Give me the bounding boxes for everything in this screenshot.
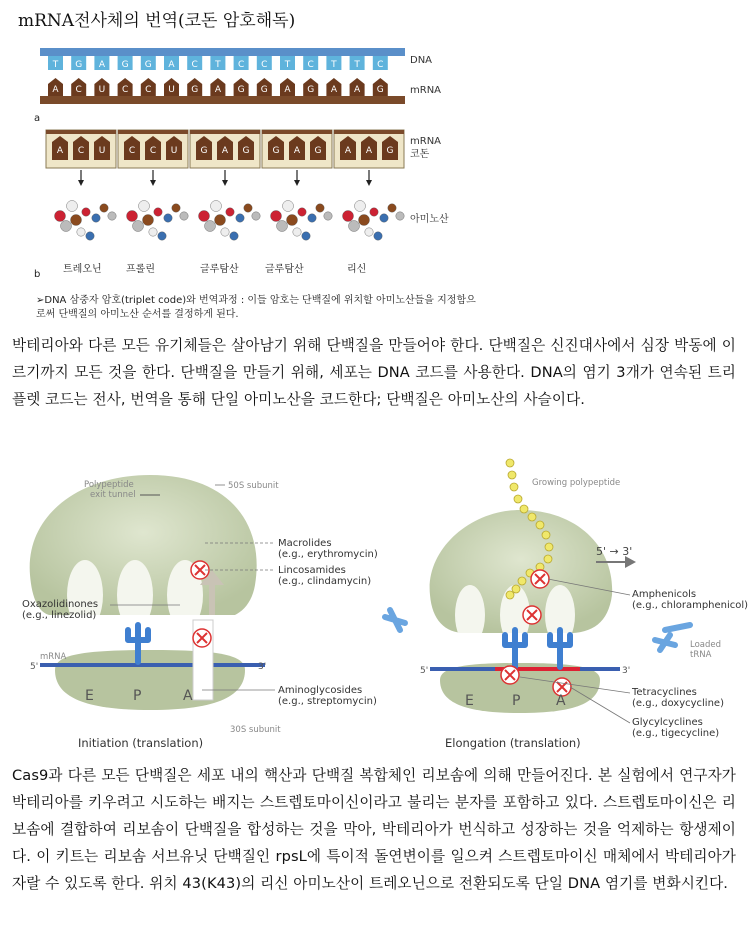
atom-4-3 (349, 221, 360, 232)
mrna-base-letter-8: G (237, 85, 245, 95)
codon-base-letter-3: C (128, 146, 136, 156)
codon-base-letter-6: G (200, 146, 208, 156)
mrna-base-letter-6: G (191, 85, 199, 95)
polypeptide-bead-14 (506, 591, 514, 599)
inhibitor-mark-aminoglycoside (193, 629, 211, 647)
atom-4-7 (374, 232, 382, 240)
inhibitor-mark-amphenicol (531, 570, 549, 588)
dna-base-letter-9: C (261, 60, 268, 70)
dna-base-letter-2: A (98, 60, 105, 70)
atom-3-3 (277, 221, 288, 232)
atom-3-8 (324, 212, 332, 220)
tetracyclines-label: Tetracyclines (632, 687, 697, 698)
mrna-base-letter-1: C (75, 85, 82, 95)
atom-4-4 (365, 228, 373, 236)
codon-base-letter-10: A (293, 146, 301, 156)
atom-4-1 (370, 208, 378, 216)
site-e-label-initiation: E (85, 688, 94, 704)
amphenicols-example: (e.g., chloramphenicol) (632, 600, 749, 611)
dna-base-letter-12: T (331, 60, 337, 70)
atom-4-8 (396, 212, 404, 220)
figure-caption: ➢DNA 삼중자 암호(triplet code)와 번역과정 : 이들 암호는 단백질에 위치할 아미노산들을 지정함으로써 단백질의 아미노산 순서를 결정하게 된다. (36, 295, 476, 320)
macrolides-label: Macrolides (278, 538, 332, 549)
polypeptide-bead-0 (506, 459, 514, 467)
amino-acid-name-3: 글루탐산 (200, 264, 239, 275)
mrna-strand (40, 78, 405, 104)
atom-3-4 (293, 228, 301, 236)
subunit-30s-label: 30S subunit (230, 725, 281, 735)
polypeptide-bead-1 (508, 471, 516, 479)
aminoglycosides-example: (e.g., streptomycin) (278, 696, 377, 707)
dna-base-letter-5: A (168, 60, 175, 70)
atom-1-3 (133, 221, 144, 232)
atom-3-9 (283, 201, 294, 212)
codon-base-letter-14: G (386, 146, 394, 156)
codon-base-letter-11: G (314, 146, 322, 156)
atom-2-7 (230, 232, 238, 240)
atom-2-8 (252, 212, 260, 220)
initiation-caption: Initiation (translation) (78, 736, 204, 750)
polypeptide-bead-7 (542, 531, 550, 539)
dna-base-letter-4: G (144, 60, 152, 70)
atom-0-4 (77, 228, 85, 236)
atom-1-0 (143, 215, 154, 226)
atom-1-1 (154, 208, 162, 216)
inhibitor-mark-ptc (523, 606, 541, 624)
atom-3-6 (271, 211, 282, 222)
mrna-base-letter-9: G (260, 85, 268, 95)
mrna-label-fig2: mRNA (40, 652, 67, 662)
atom-1-2 (164, 214, 172, 222)
amino-acid-molecules (55, 201, 405, 241)
amino-acid-name-5: 리신 (347, 264, 367, 275)
atom-2-2 (236, 214, 244, 222)
glycylcyclines-label: Glycylcyclines (632, 717, 703, 728)
atom-0-6 (55, 211, 66, 222)
codon-label-mrna: mRNA (410, 136, 442, 147)
lincosamides-example: (e.g., clindamycin) (278, 576, 372, 587)
dna-base-letter-3: G (121, 60, 129, 70)
atom-2-4 (221, 228, 229, 236)
atom-2-6 (199, 211, 210, 222)
site-p-label-initiation: P (133, 688, 142, 704)
atom-4-0 (359, 215, 370, 226)
atom-2-9 (211, 201, 222, 212)
atom-4-5 (388, 204, 396, 212)
three-prime-elongation: 3' (622, 666, 631, 676)
dna-base-letter-7: T (215, 60, 221, 70)
dna-base-letter-11: C (307, 60, 314, 70)
codon-base-letter-0: A (56, 146, 64, 156)
mrna-base-letter-3: C (121, 85, 129, 95)
codon-base-letter-13: A (365, 146, 373, 156)
mrna-base-letter-5: U (168, 85, 175, 95)
dna-label: DNA (410, 55, 433, 66)
amino-acid-name-1: 트레오닌 (63, 264, 102, 275)
direction-label: 5' → 3' (596, 545, 633, 558)
three-prime-initiation: 3' (258, 662, 267, 672)
tetracyclines-example: (e.g., doxycycline) (632, 698, 724, 709)
polypeptide-exit-label-2: exit tunnel (90, 490, 136, 500)
atom-1-9 (139, 201, 150, 212)
atom-1-4 (149, 228, 157, 236)
loaded-trna-icon (655, 625, 690, 650)
atom-2-1 (226, 208, 234, 216)
oxazolidinones-example: (e.g., linezolid) (22, 610, 97, 621)
ribosome-antibiotics-figure (0, 455, 753, 755)
codon-base-letter-7: A (221, 146, 229, 156)
atom-1-5 (172, 204, 180, 212)
polypeptide-bead-12 (518, 577, 526, 585)
dna-base-letter-6: C (191, 60, 198, 70)
polypeptide-bead-2 (510, 483, 518, 491)
small-subunit-30s (55, 650, 245, 710)
subunit-50s-label: 50S subunit (228, 481, 279, 491)
mrna-base-letter-12: A (330, 85, 337, 95)
mrna-base-letter-10: A (284, 85, 291, 95)
codon-base-letter-5: U (170, 146, 178, 156)
oxazolidinones-label: Oxazolidinones (22, 599, 99, 610)
atom-1-7 (158, 232, 166, 240)
codon-figure (0, 0, 753, 295)
mrna-base-letter-11: G (307, 85, 315, 95)
paragraph-2: Cas9과 다른 모든 단백질은 세포 내의 핵산과 단백질 복합체인 리보솜에 의해 만들어진다. 본 실험에서 연구자가 박테리아를 키우려고 시도하는 배지는 스트렙토마이신이라고 불리는 분자를 포함하고 있다. 스트렙토마이신은 리보솜에 결합하여 리보솜이 단백질을 합성하는 것을 막아, 박테리아가 번식하고 성장하는 것을 억제하는 항생제이다. 이 키트는 리보솜 서브유닛 단백질인 rpsL에 특이적 돌연변이를 일으켜 스트렙토마이신 매체에서 박테리아가 자랄 수 있도록 한다. 위치 43(K43)의 리신 아미노산이 트레오닌으로 전환되도록 단일 DNA 염기를 변화시킨다. (12, 767, 736, 892)
codon-base-letter-12: A (344, 146, 352, 156)
atom-4-2 (380, 214, 388, 222)
site-a-label-elongation: A (556, 693, 566, 709)
mrna-base-letter-13: A (354, 85, 361, 95)
mrna-base-letter-7: A (214, 85, 221, 95)
elongation-caption: Elongation (translation) (445, 736, 581, 750)
polypeptide-bead-3 (514, 495, 522, 503)
amino-acid-name-2: 프롤린 (126, 264, 155, 275)
atom-2-5 (244, 204, 252, 212)
atom-2-3 (205, 221, 216, 232)
amphenicols-label: Amphenicols (632, 589, 697, 600)
atom-3-0 (287, 215, 298, 226)
dna-base-letter-1: G (75, 60, 83, 70)
polypeptide-bead-6 (536, 521, 544, 529)
growing-polypeptide-label: Growing polypeptide (532, 478, 621, 488)
page-title: mRNA전사체의 번역(코돈 암호해독) (18, 11, 296, 31)
codon-base-letter-4: C (149, 146, 157, 156)
codon-row (46, 130, 404, 168)
amino-acid-name-4: 글루탐산 (265, 264, 304, 275)
polypeptide-bead-4 (520, 505, 528, 513)
codon-label-codon: 코돈 (410, 149, 430, 160)
dna-strand (40, 48, 405, 70)
mrna-base-letter-0: A (52, 85, 59, 95)
codon-base-letter-8: G (242, 146, 250, 156)
mrna-base-letter-14: G (376, 85, 384, 95)
lincosamides-label: Lincosamides (278, 565, 346, 576)
atom-3-2 (308, 214, 316, 222)
glycylcyclines-example: (e.g., tigecycline) (632, 728, 720, 739)
polypeptide-bead-5 (528, 513, 536, 521)
codon-base-letter-9: G (272, 146, 280, 156)
atom-0-8 (108, 212, 116, 220)
atom-0-3 (61, 221, 72, 232)
atom-2-0 (215, 215, 226, 226)
atom-4-9 (355, 201, 366, 212)
atom-3-1 (298, 208, 306, 216)
codon-base-letter-2: U (98, 146, 106, 156)
aminoglycosides-label: Aminoglycosides (278, 685, 363, 696)
exiting-trna (385, 610, 405, 630)
atom-0-1 (82, 208, 90, 216)
dna-base-letter-14: C (377, 60, 384, 70)
atom-3-5 (316, 204, 324, 212)
loaded-trna-label-1: Loaded (690, 640, 722, 650)
macrolides-example: (e.g., erythromycin) (278, 549, 378, 560)
five-prime-elongation: 5' (420, 666, 429, 676)
dna-base-letter-0: T (52, 60, 59, 70)
loaded-trna-label-2: tRNA (690, 650, 712, 660)
atom-0-0 (71, 215, 82, 226)
five-prime-initiation: 5' (30, 662, 39, 672)
mrna-base-letter-4: C (145, 85, 152, 95)
mrna-label: mRNA (410, 85, 442, 96)
site-a-label-initiation: A (183, 688, 193, 704)
atom-1-6 (127, 211, 138, 222)
inhibitor-mark-tetracycline (501, 666, 519, 684)
site-p-label-elongation: P (512, 693, 521, 709)
atom-0-7 (86, 232, 94, 240)
polypeptide-bead-13 (512, 585, 520, 593)
dna-base-letter-13: T (354, 60, 360, 70)
atom-4-6 (343, 211, 354, 222)
atom-0-5 (100, 204, 108, 212)
polypeptide-bead-9 (544, 555, 552, 563)
paragraph-1: 박테리아와 다른 모든 유기체들은 살아남기 위해 단백질을 만들어야 한다. 단백질은 신진대사에서 심장 박동에 이르기까지 모든 것을 한다. 단백질을 만들기 위해, 세포는 DNA 코드를 사용한다. DNA의 염기 3개가 연속된 트리플렛 코드는 전사, 번역을 통해 단일 아미노산을 코드한다; 단백질은 아미노산의 사슬이다. (12, 337, 736, 408)
codon-arrows (78, 170, 372, 186)
dna-base-letter-10: T (284, 60, 291, 70)
panel-a-label: a (34, 113, 41, 124)
polypeptide-bead-8 (545, 543, 553, 551)
codon-base-letter-1: C (77, 146, 85, 156)
atom-1-8 (180, 212, 188, 220)
mrna-base-letter-2: U (98, 85, 106, 95)
initiation-ribosome (30, 475, 265, 710)
atom-3-7 (302, 232, 310, 240)
atom-0-9 (67, 201, 78, 212)
panel-b-label: b (34, 269, 41, 280)
atom-0-2 (92, 214, 100, 222)
amino-acid-label: 아미노산 (410, 214, 449, 225)
polypeptide-exit-label-1: Polypeptide (84, 480, 134, 490)
site-e-label-elongation: E (465, 693, 474, 709)
dna-base-letter-8: C (237, 60, 245, 70)
